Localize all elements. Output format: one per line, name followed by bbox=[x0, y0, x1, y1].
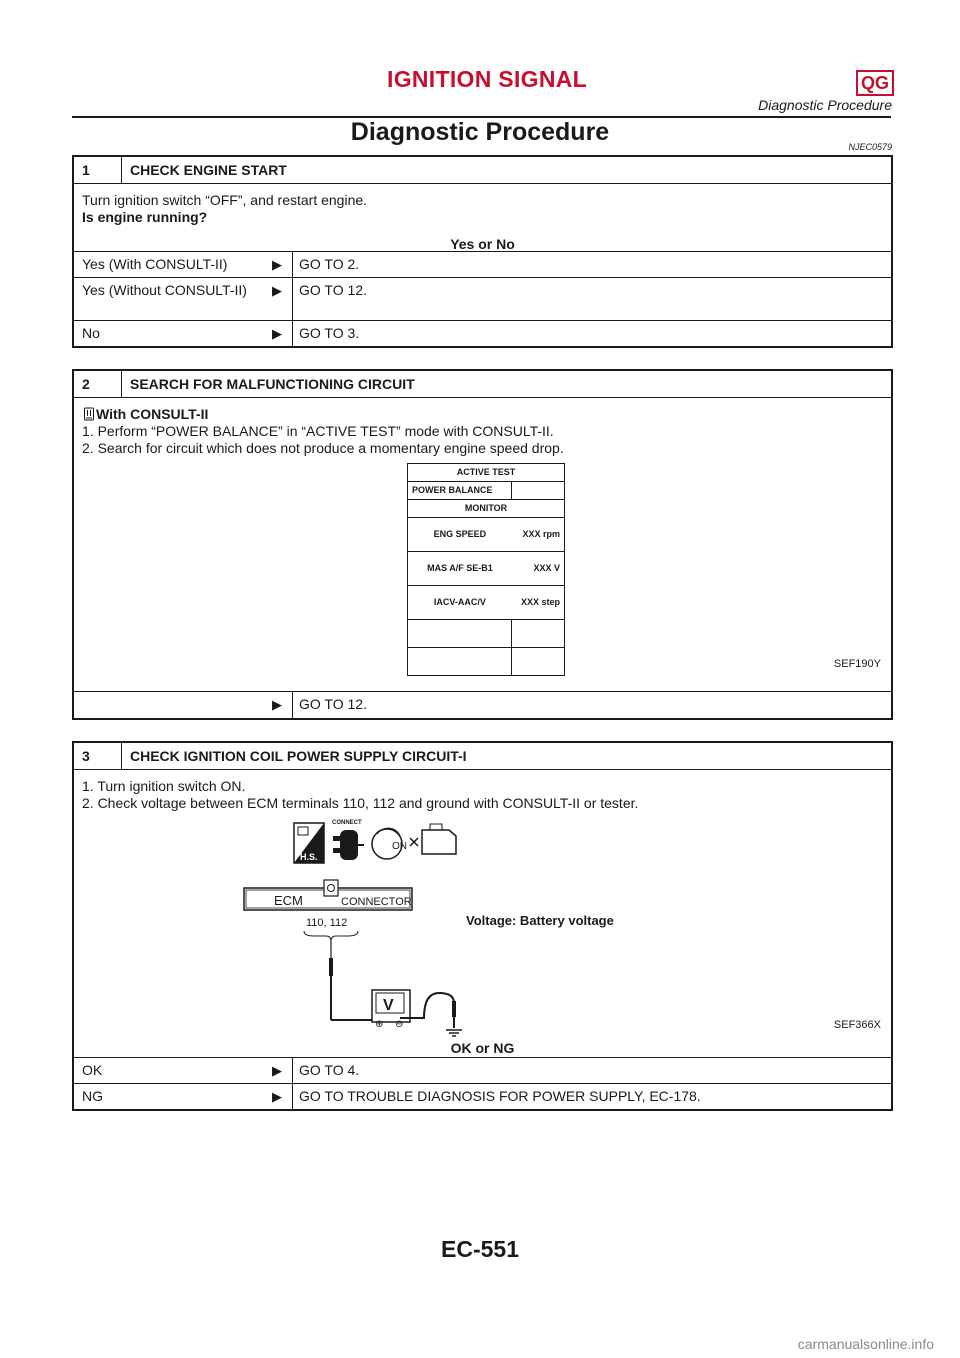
step-2-mode: With CONSULT-II bbox=[96, 406, 209, 422]
connect-label: CONNECT bbox=[332, 820, 362, 826]
step-1-result-row bbox=[74, 252, 891, 277]
header-title: IGNITION SIGNAL bbox=[387, 66, 587, 92]
connector-label: CONNECTOR bbox=[341, 896, 412, 908]
ground-icon bbox=[446, 1030, 462, 1036]
step-1-number: 1 bbox=[74, 157, 122, 183]
ecm-connector bbox=[244, 880, 412, 910]
voltmeter bbox=[372, 990, 410, 1030]
on-label: ON bbox=[392, 841, 407, 852]
result-goto-link[interactable]: GO TO 3. bbox=[292, 321, 891, 346]
figure-id: SEF366X bbox=[833, 1019, 881, 1031]
ecm-label: ECM bbox=[274, 893, 303, 908]
hs-label: H.S. bbox=[300, 852, 318, 862]
step-1-result-row bbox=[74, 320, 891, 346]
arrow-icon: ▶ bbox=[272, 326, 282, 341]
step-3-choice-heading: OK or NG bbox=[450, 1040, 515, 1056]
step-2-mode-line bbox=[82, 406, 883, 423]
result-goto-link[interactable]: GO TO 12. bbox=[292, 692, 891, 718]
result-label: Yes (Without CONSULT-II) bbox=[82, 282, 247, 298]
step-2-title: SEARCH FOR MALFUNCTIONING CIRCUIT bbox=[130, 376, 415, 392]
step-3-header bbox=[74, 743, 891, 770]
arrow-icon: ▶ bbox=[272, 697, 282, 712]
step-2-box bbox=[72, 369, 893, 720]
monitor-item-name: MAS A/F SE-B1 bbox=[408, 552, 512, 586]
minus-terminal-icon: ⊖ bbox=[395, 1019, 404, 1030]
engine-icon bbox=[410, 824, 456, 854]
watermark-link[interactable]: carmanualsonline.info bbox=[797, 1336, 934, 1352]
connect-icon bbox=[332, 820, 364, 860]
step-1-body bbox=[74, 184, 891, 252]
monitor-item-name: IACV-AAC/V bbox=[408, 586, 512, 620]
step-3-result-row bbox=[74, 1083, 891, 1109]
step-3-number: 3 bbox=[74, 743, 122, 769]
monitor-item-value: XXX V bbox=[512, 552, 565, 586]
header-code-badge: QG bbox=[856, 70, 894, 96]
header-subtitle: Diagnostic Procedure bbox=[758, 97, 892, 113]
plus-terminal-icon: ⊕ bbox=[375, 1019, 384, 1030]
figure-id: SEF190Y bbox=[833, 658, 881, 670]
result-goto-link[interactable]: GO TO 2. bbox=[292, 252, 891, 277]
step-3-result-row bbox=[74, 1058, 891, 1083]
step-1-header bbox=[74, 157, 891, 184]
arrow-icon: ▶ bbox=[272, 1063, 282, 1078]
step-1-title: CHECK ENGINE START bbox=[130, 162, 287, 178]
step-1-question: Is engine running? bbox=[82, 209, 208, 225]
step-1-results bbox=[74, 252, 891, 346]
monitor-item-value: XXX rpm bbox=[512, 518, 565, 552]
hs-icon bbox=[294, 823, 324, 863]
result-label: No bbox=[82, 325, 100, 341]
step-1-box bbox=[72, 155, 893, 348]
result-goto-link[interactable]: GO TO TROUBLE DIAGNOSIS FOR POWER SUPPLY, EC-178. bbox=[292, 1084, 891, 1109]
step-3-line-1: 1. Turn ignition switch ON. bbox=[82, 778, 246, 794]
step-2-body bbox=[74, 398, 891, 692]
monitor-item-name: ENG SPEED bbox=[408, 518, 512, 552]
power-balance-label: POWER BALANCE bbox=[408, 482, 512, 500]
voltmeter-label: V bbox=[383, 997, 394, 1014]
arrow-icon: ▶ bbox=[272, 257, 282, 272]
consult-tester-icon bbox=[82, 407, 96, 421]
section-ref-code: NJEC0579 bbox=[848, 142, 892, 152]
step-1-choice-heading: Yes or No bbox=[450, 236, 515, 252]
step-1-result-row bbox=[74, 277, 891, 320]
arrow-icon: ▶ bbox=[272, 1089, 282, 1104]
step-3-line-2: 2. Check voltage between ECM terminals 110, 112 and ground with CONSULT-II or tester. bbox=[82, 795, 639, 811]
result-label: OK bbox=[82, 1062, 103, 1078]
step-2-number: 2 bbox=[74, 371, 122, 397]
step-3-title: CHECK IGNITION COIL POWER SUPPLY CIRCUIT-I bbox=[130, 748, 467, 764]
result-label: NG bbox=[82, 1088, 103, 1104]
result-goto-link[interactable]: GO TO 4. bbox=[292, 1058, 891, 1083]
active-test-title: ACTIVE TEST bbox=[408, 464, 565, 482]
page-number: EC-551 bbox=[441, 1236, 519, 1262]
step-3-box bbox=[72, 741, 893, 1111]
monitor-item-value: XXX step bbox=[512, 586, 565, 620]
active-test-screen bbox=[407, 463, 565, 676]
voltage-note: Voltage: Battery voltage bbox=[466, 913, 614, 928]
step-3-body bbox=[74, 770, 891, 1058]
section-title: Diagnostic Procedure bbox=[350, 118, 610, 146]
step-2-results bbox=[74, 692, 891, 718]
ignition-on-icon bbox=[372, 828, 407, 859]
result-label bbox=[74, 692, 262, 718]
step-2-line-2: 2. Search for circuit which does not produce a momentary engine speed drop. bbox=[82, 440, 564, 456]
result-label: Yes (With CONSULT-II) bbox=[82, 256, 228, 272]
step-2-line-1: 1. Perform “POWER BALANCE” in “ACTIVE TEST” mode with CONSULT-II. bbox=[82, 423, 554, 439]
step-1-line-1: Turn ignition switch “OFF”, and restart engine. bbox=[82, 192, 368, 208]
result-goto-link[interactable]: GO TO 12. bbox=[292, 278, 891, 320]
arrow-icon: ▶ bbox=[272, 283, 282, 298]
monitor-label: MONITOR bbox=[408, 500, 565, 518]
step-3-results bbox=[74, 1058, 891, 1109]
step-2-result-row bbox=[74, 692, 891, 718]
terminal-numbers: 110, 112 bbox=[306, 917, 348, 929]
step-2-header bbox=[74, 371, 891, 398]
